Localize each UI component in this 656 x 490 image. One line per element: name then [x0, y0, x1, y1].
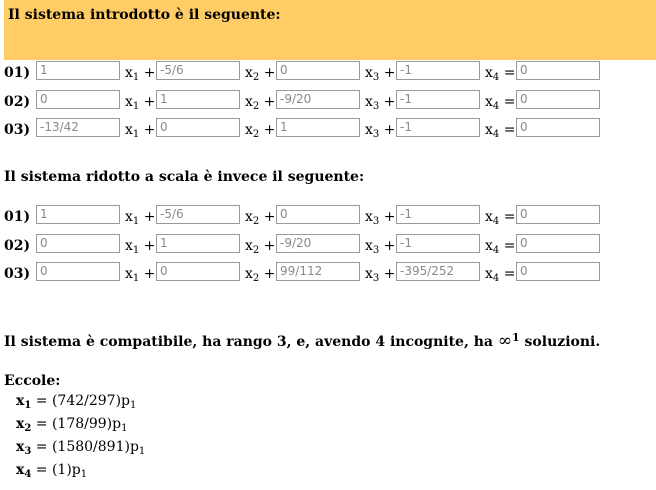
variable-subscript: 2 — [252, 129, 260, 140]
variable-x1 — [125, 122, 155, 140]
coef-x3-field[interactable]: 0 — [276, 205, 360, 224]
variable-subscript: 1 — [132, 273, 140, 284]
param-sub: 1 — [80, 469, 88, 480]
equals-sign: = — [503, 238, 516, 254]
variable-subscript: 2 — [252, 245, 260, 256]
variable-letter: x — [485, 266, 493, 282]
solution-var-sub: 2 — [24, 423, 32, 434]
variable-letter: x — [485, 94, 493, 110]
reduced-row-1 — [0, 205, 656, 229]
plus-sign: + — [383, 65, 396, 81]
solution-var-sub: 4 — [24, 469, 32, 480]
solution-var: x — [16, 393, 25, 409]
variable-subscript: 3 — [372, 101, 380, 112]
variable-letter: x — [125, 238, 133, 254]
variable-letter: x — [125, 122, 133, 138]
row-label: 03) — [4, 122, 31, 138]
variable-letter: x — [365, 209, 373, 225]
plus-sign: + — [383, 266, 396, 282]
input-row-3 — [0, 118, 656, 142]
coef-x4-field[interactable]: -1 — [396, 205, 480, 224]
variable-x3 — [365, 266, 395, 284]
variable-subscript: 4 — [492, 72, 500, 83]
row-label: 01) — [4, 209, 31, 225]
variable-subscript: 3 — [372, 273, 380, 284]
solution-x1 — [16, 393, 136, 411]
equals-sign: = — [503, 209, 516, 225]
variable-letter: x — [365, 266, 373, 282]
plus-sign: + — [383, 209, 396, 225]
coef-x3-field[interactable]: -9/20 — [276, 234, 360, 253]
variable-subscript: 3 — [372, 72, 380, 83]
plus-sign: + — [143, 266, 156, 282]
header-title: Il sistema introdotto è il seguente: — [8, 7, 281, 23]
row-label: 02) — [4, 94, 31, 110]
coef-x2-field[interactable]: 0 — [156, 118, 240, 137]
variable-x2 — [245, 238, 275, 256]
variable-subscript: 1 — [132, 101, 140, 112]
coef-x2-field[interactable]: -5/6 — [156, 61, 240, 80]
variable-x4 — [485, 65, 515, 83]
variable-subscript: 2 — [252, 72, 260, 83]
variable-subscript: 3 — [372, 129, 380, 140]
variable-letter: x — [245, 209, 253, 225]
param-sub: 1 — [130, 400, 137, 411]
equals-sign: = — [503, 122, 516, 138]
variable-letter: x — [365, 65, 373, 81]
solution-expr: = (178/99) — [31, 416, 113, 432]
variable-x4 — [485, 122, 515, 140]
coef-x4-field[interactable]: -1 — [396, 118, 480, 137]
variable-subscript: 2 — [252, 216, 260, 227]
coef-x3-field[interactable]: 99/112 — [276, 262, 360, 281]
row-label: 01) — [4, 65, 31, 81]
param-letter: p — [121, 393, 131, 409]
reduced-row-2 — [0, 234, 656, 258]
compatibility-statement — [4, 331, 600, 351]
coef-x2-field[interactable]: -5/6 — [156, 205, 240, 224]
rhs-field[interactable]: 0 — [516, 90, 600, 109]
solution-x2 — [16, 416, 127, 434]
solution-expr: = (1) — [31, 462, 72, 478]
variable-letter: x — [245, 94, 253, 110]
rhs-field[interactable]: 0 — [516, 118, 600, 137]
variable-x1 — [125, 238, 155, 256]
variable-x1 — [125, 65, 155, 83]
variable-x2 — [245, 266, 275, 284]
variable-x3 — [365, 94, 395, 112]
plus-sign: + — [383, 238, 396, 254]
rhs-field[interactable]: 0 — [516, 61, 600, 80]
plus-sign: + — [383, 122, 396, 138]
variable-x3 — [365, 238, 395, 256]
variable-letter: x — [245, 266, 253, 282]
param-letter: p — [112, 416, 122, 432]
plus-sign: + — [383, 94, 396, 110]
coef-x4-field[interactable]: -395/252 — [396, 262, 480, 281]
solution-expr: = (742/297) — [31, 393, 122, 409]
input-row-2 — [0, 90, 656, 114]
param-letter: p — [71, 462, 81, 478]
plus-sign: + — [263, 94, 276, 110]
variable-letter: x — [245, 65, 253, 81]
variable-subscript: 2 — [252, 273, 260, 284]
variable-letter: x — [485, 65, 493, 81]
compat-after: soluzioni. — [519, 334, 601, 350]
variable-subscript: 1 — [132, 216, 140, 227]
variable-letter: x — [125, 94, 133, 110]
solution-x3 — [16, 439, 145, 457]
row-label: 03) — [4, 266, 31, 282]
variable-x1 — [125, 94, 155, 112]
variable-letter: x — [365, 238, 373, 254]
plus-sign: + — [143, 122, 156, 138]
coef-x4-field[interactable]: -1 — [396, 90, 480, 109]
solution-var-sub: 3 — [24, 446, 32, 457]
coef-x1-field[interactable]: 0 — [36, 234, 120, 253]
compat-before: Il sistema è compatibile, ha rango 3, e, avendo 4 incognite, ha — [4, 334, 498, 350]
coef-x1-field[interactable]: 0 — [36, 262, 120, 281]
variable-x3 — [365, 122, 395, 140]
variable-x4 — [485, 209, 515, 227]
variable-x2 — [245, 122, 275, 140]
coef-x3-field[interactable]: -9/20 — [276, 90, 360, 109]
variable-letter: x — [365, 122, 373, 138]
variable-x3 — [365, 209, 395, 227]
variable-subscript: 1 — [132, 245, 140, 256]
variable-letter: x — [245, 122, 253, 138]
coef-x1-field[interactable]: 0 — [36, 90, 120, 109]
plus-sign: + — [143, 65, 156, 81]
param-letter: p — [129, 439, 139, 455]
solution-expr: = (1580/891) — [31, 439, 130, 455]
variable-x1 — [125, 209, 155, 227]
plus-sign: + — [143, 94, 156, 110]
coef-x2-field[interactable]: 0 — [156, 262, 240, 281]
variable-letter: x — [365, 94, 373, 110]
variable-subscript: 4 — [492, 273, 500, 284]
variable-x3 — [365, 65, 395, 83]
variable-letter: x — [485, 122, 493, 138]
variable-letter: x — [245, 238, 253, 254]
plus-sign: + — [263, 266, 276, 282]
coef-x1-field[interactable]: -13/42 — [36, 118, 120, 137]
solution-var: x — [16, 462, 25, 478]
reduced-title: Il sistema ridotto a scala è invece il seguente: — [4, 169, 365, 185]
coef-x4-field[interactable]: -1 — [396, 234, 480, 253]
variable-x1 — [125, 266, 155, 284]
coef-x3-field[interactable]: 1 — [276, 118, 360, 137]
variable-subscript: 4 — [492, 216, 500, 227]
coef-x3-field[interactable]: 0 — [276, 61, 360, 80]
variable-subscript: 1 — [132, 72, 140, 83]
solution-var: x — [16, 439, 25, 455]
variable-subscript: 4 — [492, 101, 500, 112]
coef-x1-field[interactable]: 1 — [36, 205, 120, 224]
row-label: 02) — [4, 238, 31, 254]
plus-sign: + — [143, 209, 156, 225]
plus-sign: + — [263, 122, 276, 138]
solution-var: x — [16, 416, 25, 432]
variable-subscript: 4 — [492, 245, 500, 256]
variable-x2 — [245, 209, 275, 227]
plus-sign: + — [263, 209, 276, 225]
rhs-field[interactable]: 0 — [516, 205, 600, 224]
variable-subscript: 4 — [492, 129, 500, 140]
equals-sign: = — [503, 65, 516, 81]
variable-letter: x — [125, 209, 133, 225]
variable-x4 — [485, 94, 515, 112]
param-sub: 1 — [121, 423, 128, 434]
solution-x4 — [16, 462, 87, 480]
variable-x4 — [485, 238, 515, 256]
variable-x2 — [245, 94, 275, 112]
variable-letter: x — [125, 65, 133, 81]
header-banner — [4, 0, 656, 60]
solution-var-sub: 1 — [24, 400, 32, 411]
reduced-row-3 — [0, 262, 656, 286]
variable-subscript: 2 — [252, 101, 260, 112]
plus-sign: + — [263, 65, 276, 81]
variable-subscript: 3 — [372, 216, 380, 227]
variable-letter: x — [485, 238, 493, 254]
equals-sign: = — [503, 94, 516, 110]
rhs-field[interactable]: 0 — [516, 262, 600, 281]
coef-x2-field[interactable]: 1 — [156, 90, 240, 109]
plus-sign: + — [143, 238, 156, 254]
input-row-1 — [0, 61, 656, 85]
variable-x2 — [245, 65, 275, 83]
rhs-field[interactable]: 0 — [516, 234, 600, 253]
param-sub: 1 — [138, 446, 146, 457]
variable-subscript: 1 — [132, 129, 140, 140]
coef-x4-field[interactable]: -1 — [396, 61, 480, 80]
variable-letter: x — [125, 266, 133, 282]
infinity-symbol: ∞ — [497, 331, 513, 351]
equals-sign: = — [503, 266, 516, 282]
plus-sign: + — [263, 238, 276, 254]
solutions-title: Eccole: — [4, 373, 61, 389]
variable-subscript: 3 — [372, 245, 380, 256]
coef-x2-field[interactable]: 1 — [156, 234, 240, 253]
coef-x1-field[interactable]: 1 — [36, 61, 120, 80]
variable-letter: x — [485, 209, 493, 225]
infinity-exponent: 1 — [512, 331, 520, 344]
variable-x4 — [485, 266, 515, 284]
